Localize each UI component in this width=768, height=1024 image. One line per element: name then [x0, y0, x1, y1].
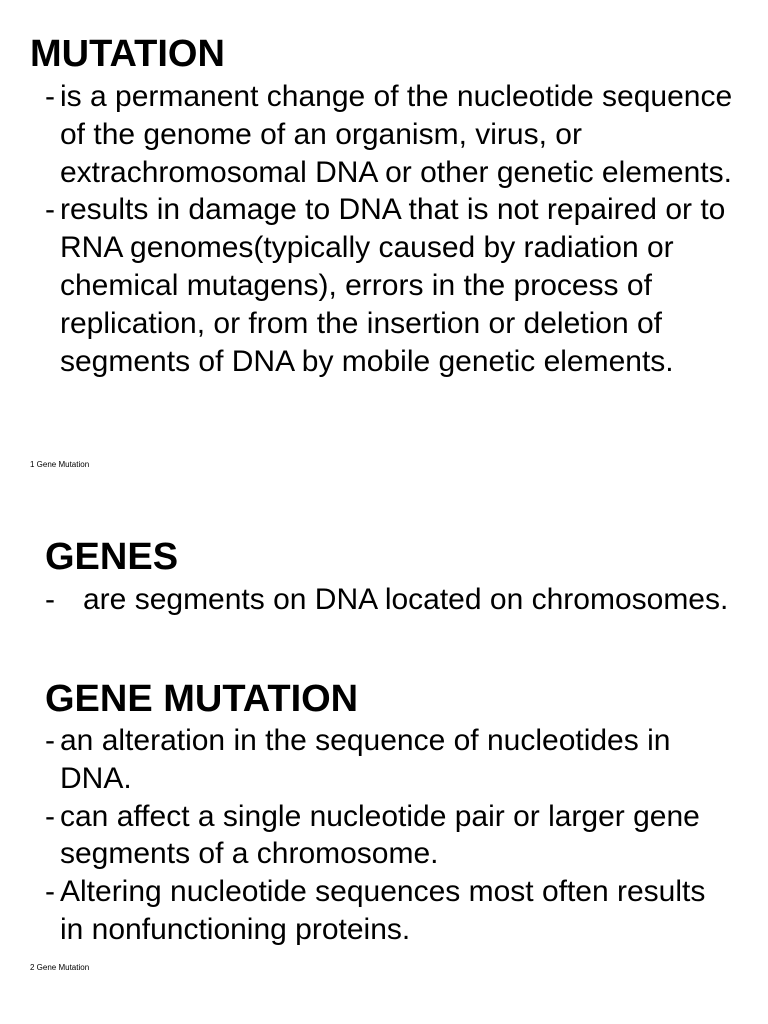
slide-footer: 1 Gene Mutation — [30, 460, 90, 469]
mutation-bullet-item — [45, 78, 735, 191]
bullet-text: results in damage to DNA that is not repaired or to RNA genomes(typically caused by radiation or chemical mutagens), errors in the process of replication, or from the insertion or deletion of segments of DNA by mobile genetic elements. — [60, 193, 726, 378]
gene-mutation-bullet-item — [45, 873, 735, 949]
genes-title: GENES — [45, 536, 179, 578]
mutation-bullet-item — [45, 191, 735, 380]
gene-mutation-bullet-list — [45, 722, 735, 949]
bullet-dash: - — [45, 875, 55, 909]
bullet-text: is a permanent change of the nucleotide sequence of the genome of an organism, virus, or extrachromosomal DNA or other genetic elements. — [60, 80, 733, 189]
bullet-dash: - — [45, 799, 55, 833]
genes-definition — [45, 581, 735, 619]
mutation-bullet-list — [45, 78, 735, 380]
slide-footer: 2 Gene Mutation — [30, 963, 90, 972]
bullet-dash: - — [45, 724, 55, 757]
gene-mutation-bullet-item — [45, 798, 735, 874]
gene-mutation-title: GENE MUTATION — [45, 678, 359, 720]
genes-definition-text: are segments on DNA located on chromosomes. — [83, 583, 729, 616]
gene-mutation-bullet-item — [45, 722, 735, 798]
bullet-text: can affect a single nucleotide pair or larger gene segments of a chromosome. — [60, 799, 700, 871]
mutation-title: MUTATION — [30, 33, 225, 75]
bullet-text: Altering nucleotide sequences most often results in nonfunctioning proteins. — [60, 875, 706, 946]
bullet-dash: - — [45, 80, 55, 113]
bullet-dash: - — [45, 193, 55, 227]
bullet-text: an alteration in the sequence of nucleotides in DNA. — [60, 724, 671, 795]
bullet-dash: - — [45, 583, 55, 616]
